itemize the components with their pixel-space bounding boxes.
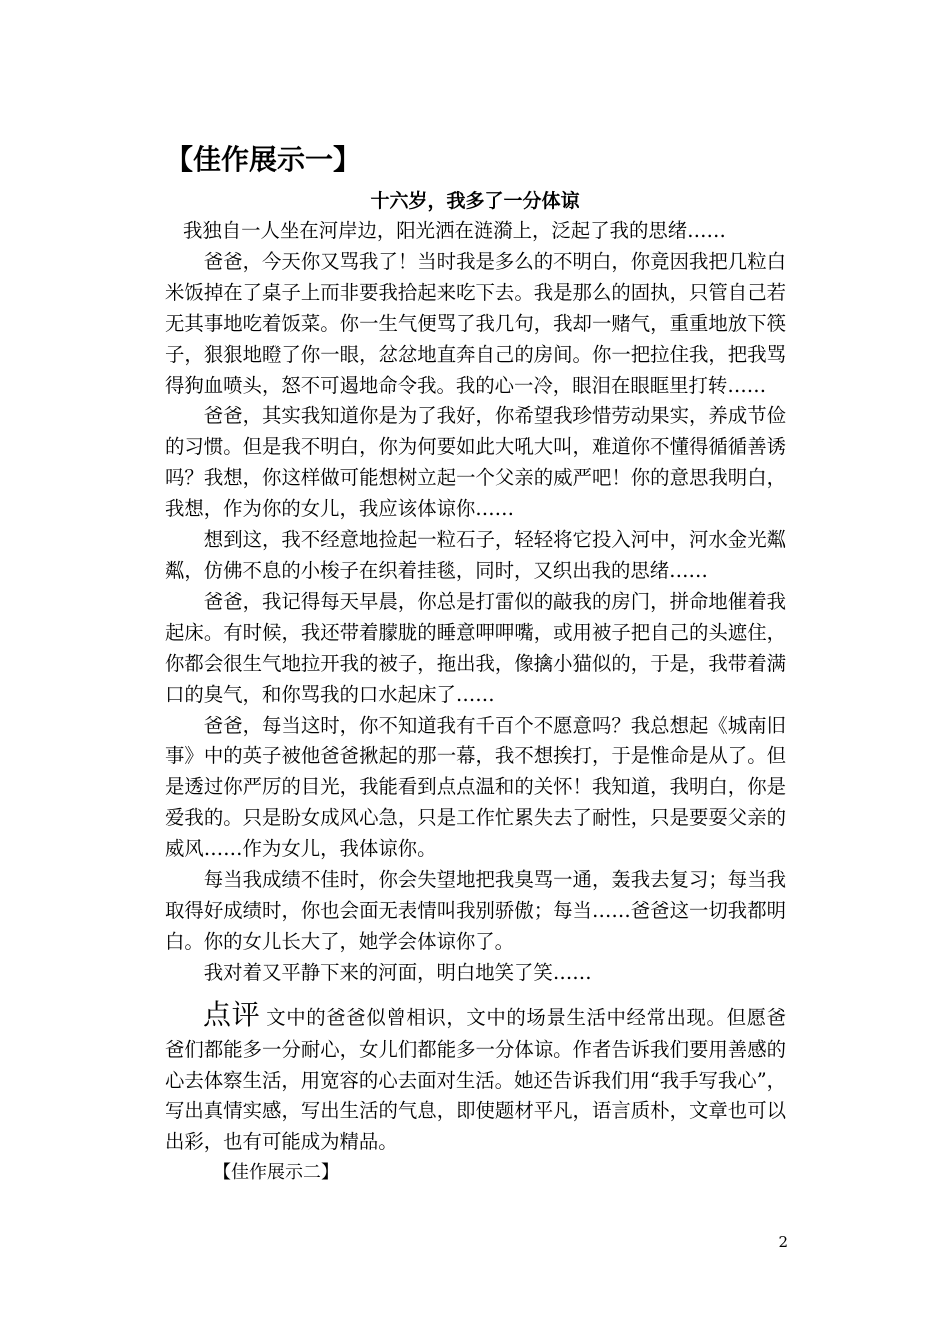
comment-text: 文中的爸爸似曾相识，文中的场景生活中经常出现。但愿爸爸们都能多一分耐心，女儿们都能多一分体谅。作者告诉我们要用善感的心去体察生活，用宽容的心去面对生活。她还告诉我们用“我手写我心”，写出真情实感，写出生活的气息，即使题材平凡，语言质朴，文章也可以出彩，也有可能成为精品。 <box>165 1005 786 1154</box>
section-heading: 【佳作展示一】 <box>165 143 362 176</box>
comment-block <box>165 995 786 1159</box>
comment-label: 点评 <box>203 997 261 1031</box>
page-number: 2 <box>778 1233 788 1251</box>
next-section-heading: 【佳作展示二】 <box>213 1162 339 1184</box>
essay-title: 十六岁，我多了一分体谅 <box>370 190 580 212</box>
paragraph: 我对着又平静下来的河面，明白地笑了笑…… <box>203 960 592 984</box>
paragraph: 每当我成绩不佳时，你会失望地把我臭骂一通，轰我去复习；每当我取得好成绩时，你也会面无表情叫我别骄傲；每当……爸爸这一切我都明白。你的女儿长大了，她学会体谅你了。 <box>165 868 786 953</box>
paragraph: 爸爸，我记得每天早晨，你总是打雷似的敲我的房门，拼命地催着我起床。有时候，我还带着朦胧的睡意呷呷嘴，或用被子把自己的头遮住，你都会很生气地拉开我的被子，拖出我，像擒小猫似的，于是，我带着满口的臭气，和你骂我的口水起床了…… <box>165 589 786 706</box>
paragraph: 想到这，我不经意地捡起一粒石子，轻轻将它投入河中，河水金光粼粼，仿佛不息的小梭子在织着挂毯，同时，又织出我的思绪…… <box>165 528 786 582</box>
essay-body <box>165 216 786 1189</box>
paragraph-opening: 我独自一人坐在河岸边，阳光洒在涟漪上，泛起了我的思绪…… <box>183 219 726 242</box>
paragraph: 爸爸，每当这时，你不知道我有千百个不愿意吗？我总想起《城南旧事》中的英子被他爸爸揪起的那一幕，我不想挨打，于是惟命是从了。但是透过你严厉的目光，我能看到点点温和的关怀！我知道，我明白，你是爱我的。只是盼女成风心急，只是工作忙累失去了耐性，只是要耍父亲的威风……作为女儿，我体谅你。 <box>165 713 786 861</box>
paragraph: 爸爸，今天你又骂我了！当时我是多么的不明白，你竟因我把几粒白米饭掉在了桌子上而非要我拾起来吃下去。我是那么的固执，只管自己若无其事地吃着饭菜。你一生气便骂了我几句，我却一赌气，重重地放下筷子，狠狠地瞪了你一眼，忿忿地直奔自己的房间。你一把拉住我，把我骂得狗血喷头，怒不可遏地命令我。我的心一冷，眼泪在眼眶里打转…… <box>165 249 786 397</box>
paragraph: 爸爸，其实我知道你是为了我好，你希望我珍惜劳动果实，养成节俭的习惯。但是我不明白，你为何要如此大吼大叫，难道你不懂得循循善诱吗？我想，你这样做可能想树立起一个父亲的威严吧！你的意思我明白，我想，作为你的女儿，我应该体谅你…… <box>165 404 786 521</box>
